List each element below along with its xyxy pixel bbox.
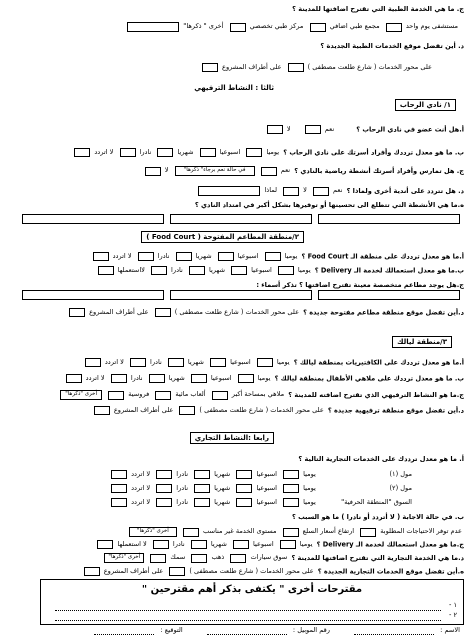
night-d-loc-2-checkbox[interactable] [94, 406, 110, 415]
trade-m1-rarely-checkbox[interactable] [156, 470, 172, 479]
trade-c-dont-use: لا استعملها [117, 539, 147, 548]
food-question-a: أ.ما هو معدل ترددك على منطقة الـ Food Court ؟ [301, 252, 464, 261]
trade-question-e: ه.أين تفضل موقع الخدمات التجارية الجديدة ؟ [317, 567, 464, 576]
question-med-location: د. أين تفضل موقع الخدمات الطبية الجديدة ؟ [320, 42, 464, 50]
club-b-weekly: اسبوعيا [219, 147, 241, 156]
trade-d-other: أخرى "ذكرها" [108, 554, 141, 560]
trade-q-c-row [0, 540, 464, 549]
trade-c-daily-checkbox[interactable] [280, 540, 296, 549]
trade-m2-never-checkbox[interactable] [111, 484, 127, 493]
trade-c-weekly: اسبوعيا [252, 539, 274, 548]
trade-c-monthly-checkbox[interactable] [191, 540, 207, 549]
food-a-never: لا اتردد [112, 251, 132, 260]
night-a-weekly: اسبوعيا [230, 357, 251, 366]
trade-mall-1: مول (١) [389, 469, 412, 478]
club-b-daily: يوميا [266, 147, 280, 156]
trade-mall2-row [0, 484, 414, 493]
trade-souq-row [0, 498, 414, 507]
club-d-why: لماذا [264, 186, 278, 195]
night-question-a: أ.ما هو معدل ترددك على الكافتيريات بمنطقة ليالك ؟ [293, 358, 464, 367]
club-e-field-3[interactable] [22, 214, 164, 224]
suggestion-1-label: ١ - [448, 601, 457, 609]
loc-option-1: على محور الخدمات ( شارع طلعت مصطفى ) [307, 62, 432, 71]
trade-reason-3-checkbox[interactable] [183, 528, 199, 537]
trade-d-other-field[interactable] [104, 553, 144, 563]
trade-s-never-checkbox[interactable] [111, 498, 127, 507]
food-q-b-row [0, 266, 464, 275]
food-b-rarely: نادرا [171, 265, 183, 274]
night-d-loc-2: على أطراف المشروع [113, 405, 174, 414]
food-q-a-row [0, 252, 464, 261]
med-location-options [0, 63, 434, 72]
trade-m2-weekly: اسبوعيا [256, 483, 277, 492]
club-b-daily-checkbox[interactable] [246, 148, 262, 157]
med-option-1: مستشفى يوم واحد [405, 22, 458, 31]
club-question-a: أ.هل أنت عضو في نادي الرحاب ؟ [356, 125, 464, 134]
med-option-3: مركز طبي تخصصي [249, 22, 304, 31]
night-a-rarely-checkbox[interactable] [130, 358, 146, 367]
club-e-fields [0, 214, 462, 224]
suggestions-box [40, 579, 464, 625]
food-c-field-2[interactable] [170, 290, 312, 300]
night-c-other-field[interactable] [60, 390, 102, 400]
club-b-rarely-checkbox[interactable] [120, 148, 136, 157]
night-b-weekly: اسبوعيا [210, 373, 232, 382]
club-c-yes: نعم [280, 166, 291, 175]
night-a-rarely: نادرا [150, 357, 162, 366]
med-checkbox-2[interactable] [310, 23, 326, 32]
club-question-e: ه.ما هي الأنشطة التي تتطلع الى تحسينها أو توفيرها بشكل أكبر في امتداد النادي ؟ [194, 201, 464, 209]
trade-d-opt-1: سوق سيارات [250, 553, 288, 562]
trade-s-monthly-checkbox[interactable] [194, 498, 210, 507]
trade-q-e-row [0, 567, 464, 576]
night-c-opt-3: فروسية [128, 390, 150, 399]
night-a-never-checkbox[interactable] [85, 358, 101, 367]
club-d-why-field[interactable] [198, 186, 260, 196]
food-b-rarely-checkbox[interactable] [151, 266, 167, 275]
trade-c-monthly: شهريا [210, 539, 227, 548]
trade-reason-2-checkbox[interactable] [283, 528, 299, 537]
night-b-rarely-checkbox[interactable] [111, 374, 127, 383]
night-c-other: أخرى "ذكرها" [65, 391, 97, 397]
club-b-never: لا اتردد [94, 147, 114, 156]
trade-m2-daily-checkbox[interactable] [283, 484, 299, 493]
food-c-field-1[interactable] [318, 290, 460, 300]
suggestion-2-label: ٢ - [448, 611, 457, 619]
trade-s-daily-checkbox[interactable] [283, 498, 299, 507]
night-c-opt-1-checkbox[interactable] [212, 391, 228, 400]
trade-d-opt-2: ذهب [211, 553, 225, 562]
trade-c-rarely-checkbox[interactable] [153, 540, 169, 549]
night-b-daily-checkbox[interactable] [238, 374, 254, 383]
night-b-monthly-checkbox[interactable] [149, 374, 165, 383]
med-checkbox-1[interactable] [386, 23, 402, 32]
club-b-rarely: نادرا [139, 147, 152, 156]
night-c-opt-2: ألعاب مائية [175, 390, 206, 399]
trade-s-daily: يوميا [303, 497, 316, 506]
trade-m1-rarely: نادرا [176, 469, 189, 478]
club-b-weekly-checkbox[interactable] [200, 148, 216, 157]
trade-m2-weekly-checkbox[interactable] [236, 484, 252, 493]
trade-d-opt-1-checkbox[interactable] [230, 554, 246, 563]
suggestions-title: مقترحات أخرى " يكتفى بذكر أهم مقترحين " [141, 584, 363, 595]
trade-m2-rarely: نادرا [176, 483, 189, 492]
food-b-dont-use-checkbox[interactable] [98, 266, 114, 275]
trade-reason-other: أخرى "ذكرها" [137, 528, 169, 534]
food-a-rarely: نادرا [157, 251, 170, 260]
club-d-yes-checkbox[interactable] [313, 187, 329, 196]
trade-m1-weekly: اسبوعيا [256, 469, 277, 478]
night-b-monthly: شهريا [168, 373, 185, 382]
club-e-field-1[interactable] [318, 214, 460, 224]
night-d-loc-1-checkbox[interactable] [179, 406, 195, 415]
food-a-weekly-checkbox[interactable] [218, 252, 234, 261]
trade-m1-never-checkbox[interactable] [111, 470, 127, 479]
loc-checkbox-1[interactable] [288, 63, 304, 72]
trade-m2-never: لا اتردد [131, 483, 151, 492]
food-d-loc-2: على أطراف المشروع [89, 307, 149, 316]
footer-mobile: رقم الموبيل : [292, 625, 330, 634]
food-a-monthly-checkbox[interactable] [176, 252, 192, 261]
night-b-rarely: نادرا [130, 373, 143, 382]
food-b-daily: يوميا [297, 265, 311, 274]
night-c-opt-1: ملاهي بمساحة أكبر [231, 390, 285, 399]
club-c-no-checkbox[interactable] [145, 167, 161, 176]
trade-reason-2: ارتفاع أسعار السلع [302, 527, 355, 536]
food-b-weekly: اسبوعيا [251, 265, 272, 274]
club-d-yes: نعم [333, 186, 343, 195]
trade-s-weekly-checkbox[interactable] [236, 498, 252, 507]
night-a-daily: يوميا [276, 357, 290, 366]
club-d-no: لا [303, 186, 307, 195]
club-a-no-checkbox[interactable] [267, 125, 283, 134]
trade-c-weekly-checkbox[interactable] [233, 540, 249, 549]
trade-d-opt-2-checkbox[interactable] [191, 554, 207, 563]
club-q-d-row [0, 186, 464, 196]
trade-question-c: ج.ما هو معدل استعمالك لخدمة الـ Delivery ؟ [316, 540, 464, 549]
trade-c-daily: يوميا [299, 539, 313, 548]
club-question-b: ب. ما هو معدل ترددك وأفراد أسرتك على نادي الرحاب ؟ [283, 148, 464, 157]
food-d-loc-1: على محور الخدمات ( شارع طلعت مصطفى ) [174, 307, 300, 316]
trade-mall-2: مول (٢) [389, 483, 412, 492]
trade-s-monthly: شهريا [214, 497, 231, 506]
night-question-d: د.أين تفضل موقع منطقة ترفيهية جديدة ؟ [327, 406, 464, 415]
trade-d-opt-3: سمك [170, 553, 186, 562]
footer-sign: التوقيع : [160, 625, 183, 634]
trade-m2-daily: يوميا [303, 483, 316, 492]
food-b-monthly: شهريا [208, 265, 225, 274]
club-q-a-row [0, 125, 464, 134]
section-4-title: رابعا :النشاط التجاري [190, 432, 274, 444]
night-question-b: ب. ما هو معدل ترددك على ملاهي الأطفال بمنطقة ليالك ؟ [274, 374, 464, 383]
trade-m2-monthly: شهريا [214, 483, 231, 492]
food-d-loc-2-checkbox[interactable] [69, 308, 85, 317]
night-a-weekly-checkbox[interactable] [210, 358, 226, 367]
food-header: ٢/منطقة المطاعم المفتوحة ( Food Court ) [141, 231, 304, 243]
trade-c-dont-use-checkbox[interactable] [97, 540, 113, 549]
trade-question-d: د.ما هي الخدمة التجارية التي تقترح اضافتها للمدينة ؟ [291, 554, 464, 562]
trade-q-d-row [0, 553, 464, 563]
food-a-daily: يوميا [284, 251, 298, 260]
club-question-c: ج. هل تمارس وأفراد أسرتك أنشطة رياضية بالنادي ؟ [294, 167, 464, 175]
food-question-c: ج.هل يوجد مطاعم متخصصة معينة تقترح اضافتها ؟ تذكر أسماء : [256, 281, 464, 289]
night-q-b-row [0, 374, 464, 383]
trade-e-loc-2-checkbox[interactable] [84, 567, 100, 576]
footer-sign-field[interactable] [94, 626, 154, 635]
night-a-monthly-checkbox[interactable] [168, 358, 184, 367]
night-b-never-checkbox[interactable] [66, 374, 82, 383]
trade-m1-never: لا اتردد [131, 469, 151, 478]
night-a-never: لا اتردد [104, 357, 124, 366]
night-q-d-row [0, 406, 464, 415]
med-option-2: مجمع طبي اضافي [329, 22, 380, 31]
club-d-no-checkbox[interactable] [283, 187, 299, 196]
night-a-daily-checkbox[interactable] [257, 358, 273, 367]
food-question-b: ب.ما هو معدل استعمالك لخدمة الـ Delivery ؟ [314, 266, 464, 275]
food-q-d-row [0, 308, 464, 317]
trade-reason-3: مستوى الخدمة غير مناسب [203, 527, 277, 536]
trade-reason-1: عدم توفر الاحتياجات المطلوبة [380, 527, 462, 536]
night-d-loc-1: على محور الخدمات ( شارع طلعت مصطفى ) [199, 405, 324, 414]
night-b-daily: يوميا [257, 373, 271, 382]
food-a-weekly: اسبوعيا [237, 251, 259, 260]
footer-row [0, 626, 462, 635]
night-q-c-row [0, 390, 464, 400]
night-b-weekly-checkbox[interactable] [191, 374, 207, 383]
trade-m1-monthly: شهريا [214, 469, 231, 478]
food-a-monthly: شهريا [195, 251, 212, 260]
trade-reason-other-field[interactable] [129, 527, 177, 537]
food-c-fields [0, 290, 462, 300]
trade-d-opt-3-checkbox[interactable] [150, 554, 166, 563]
club-question-d: د. هل تتردد على أندية أخرى ولماذا ؟ [346, 187, 464, 195]
footer-mobile-field[interactable] [207, 626, 287, 635]
night-header: ٣/منطقة ليالك [392, 336, 452, 348]
club-b-monthly-checkbox[interactable] [157, 148, 173, 157]
food-a-never-checkbox[interactable] [93, 252, 109, 261]
night-q-a-row [0, 358, 464, 367]
night-a-monthly: شهريا [187, 357, 204, 366]
club-header: ١/ نادي الرحاب [395, 99, 456, 111]
food-b-daily-checkbox[interactable] [278, 266, 294, 275]
section-3-title: ثالثا : النشاط الترفيهي [194, 84, 274, 92]
food-b-weekly-checkbox[interactable] [231, 266, 247, 275]
food-a-daily-checkbox[interactable] [265, 252, 281, 261]
trade-s-rarely: نادرا [176, 497, 189, 506]
loc-option-2: على أطراف المشروع [222, 62, 282, 71]
food-question-d: د.أين تفضل موقع منطقة مطاعم مفتوحة جديدة ؟ [303, 308, 464, 317]
food-a-rarely-checkbox[interactable] [138, 252, 154, 261]
trade-reason-1-checkbox[interactable] [360, 528, 376, 537]
food-c-field-3[interactable] [22, 290, 164, 300]
club-b-monthly: شهريا [177, 147, 194, 156]
night-c-opt-2-checkbox[interactable] [155, 391, 171, 400]
trade-m2-monthly-checkbox[interactable] [194, 484, 210, 493]
footer-name-field[interactable] [354, 626, 434, 635]
club-c-no: لا [164, 166, 169, 175]
footer-name: الاسم : [440, 625, 460, 634]
club-e-field-2[interactable] [170, 214, 312, 224]
club-c-yes-checkbox[interactable] [261, 167, 277, 176]
trade-e-loc-1-checkbox[interactable] [169, 567, 185, 576]
food-b-dont-use: لااستعملها [117, 265, 145, 274]
trade-s-rarely-checkbox[interactable] [156, 498, 172, 507]
food-b-monthly-checkbox[interactable] [189, 266, 205, 275]
trade-souq: السوق "المنطقة الحرفية" [341, 497, 412, 506]
food-q-c-row [0, 282, 464, 290]
med-checkbox-3[interactable] [230, 23, 246, 32]
club-a-yes-checkbox[interactable] [305, 125, 321, 134]
club-a-no: لا [286, 124, 291, 133]
med-option-4: أخرى " ذكرها" [183, 22, 224, 31]
club-b-never-checkbox[interactable] [74, 148, 90, 157]
question-med-needed: ج. ما هي الخدمة الطبية التي تقترح اضافتها للمدينة ؟ [292, 5, 464, 13]
club-a-yes: نعم [324, 124, 335, 133]
trade-m2-rarely-checkbox[interactable] [156, 484, 172, 493]
trade-question-a: أ. ما هو معدل ترددك على الخدمات التجارية التالية ؟ [298, 455, 464, 463]
trade-m1-daily: يوميا [303, 469, 316, 478]
trade-m1-monthly-checkbox[interactable] [194, 470, 210, 479]
trade-m1-daily-checkbox[interactable] [283, 470, 299, 479]
trade-mall1-row [0, 470, 414, 479]
night-b-never: لا اتردد [85, 373, 105, 382]
night-c-opt-3-checkbox[interactable] [108, 391, 124, 400]
club-c-note-field[interactable] [175, 166, 255, 176]
club-q-b-row [0, 148, 464, 157]
trade-e-loc-1: على محور الخدمات ( شارع طلعت مصطفى ) [189, 566, 314, 575]
loc-checkbox-2[interactable] [202, 63, 218, 72]
trade-e-loc-2: على أطراف المشروع [103, 566, 164, 575]
food-d-loc-1-checkbox[interactable] [155, 308, 171, 317]
club-q-c-row [0, 166, 464, 176]
med-other-field[interactable] [127, 22, 179, 32]
night-question-c: ج.ما هو النشاط الترفيهي الذي تقترح اضافته للمدينة ؟ [288, 391, 464, 399]
trade-s-never: لا اتردد [131, 497, 151, 506]
trade-s-weekly: اسبوعيا [256, 497, 277, 506]
med-options [0, 22, 460, 32]
suggestion-2-line[interactable] [55, 619, 441, 621]
trade-b-reasons [0, 527, 464, 537]
suggestion-1-line[interactable] [55, 609, 441, 611]
club-c-note: في حالة نعم برجاء" ذكرها" [183, 167, 246, 173]
trade-c-rarely: نادرا [172, 539, 185, 548]
trade-m1-weekly-checkbox[interactable] [236, 470, 252, 479]
trade-question-b: ب. في حالة الاجابة ( لا أتردد أو نادرا ) ما هو السبب ؟ [291, 513, 464, 521]
